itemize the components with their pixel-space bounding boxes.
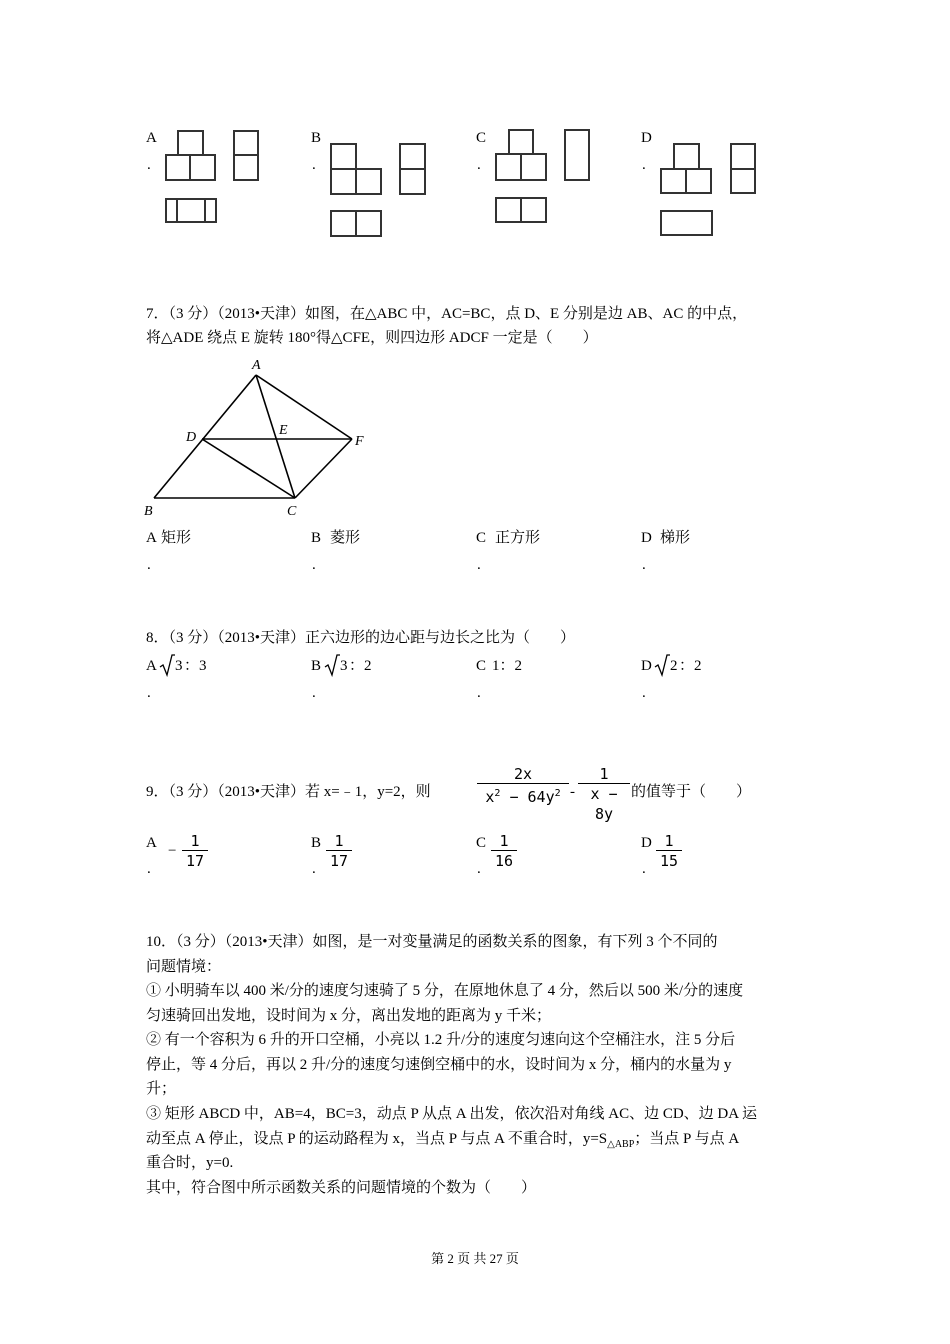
q7-option-d-letter: D bbox=[641, 530, 652, 546]
q10-line-10: 重合时，y=0. bbox=[146, 1155, 234, 1171]
q10-line-5: ② 有一个容积为 6 升的开口空桶，小亮以 1.2 升/分的速度匀速向这个空桶注水，注 5 分后 bbox=[146, 1032, 736, 1048]
q7-option-d-dot: . bbox=[642, 557, 646, 573]
q9-option-d-letter: D bbox=[641, 835, 652, 851]
q6-option-d-dot: . bbox=[642, 157, 646, 173]
q9-option-c-num: 1 bbox=[499, 832, 509, 850]
q8-option-d-dot: . bbox=[642, 685, 646, 701]
q7-text-line1: 7．（3 分）（2013•天津）如图，在△ABC 中，AC=BC，点 D、E 分别是边 AB、AC 的中点， bbox=[146, 306, 748, 322]
q9-option-b-dot: . bbox=[312, 861, 316, 877]
q7-option-b-dot: . bbox=[312, 557, 316, 573]
q8-option-b-radicand: 3 bbox=[340, 658, 348, 674]
q9-option-b-letter: B bbox=[311, 835, 322, 851]
segment-dc bbox=[202, 439, 295, 498]
q8-option-c-letter: C bbox=[476, 658, 487, 674]
q6-option-d-letter: D bbox=[641, 130, 652, 146]
q9-option-d-dot: . bbox=[642, 861, 646, 877]
page-footer: 第 2 页 共 27 页 bbox=[431, 1251, 519, 1266]
q9-option-a-num: 1 bbox=[190, 832, 200, 850]
q9-fraction-2-denominator: x − 8y bbox=[590, 785, 618, 823]
q9-fraction-2 bbox=[578, 765, 630, 824]
q10-line-7: 升； bbox=[146, 1081, 177, 1097]
q9-option-b-fraction bbox=[326, 832, 352, 871]
q9-option-b-num: 1 bbox=[334, 832, 344, 850]
q9-fraction-1-denominator: $x^2 - 64y^2$ bbox=[485, 788, 561, 806]
segment-af bbox=[256, 375, 352, 439]
q8-option-b-letter: B bbox=[311, 658, 322, 674]
q10-line-4: 匀速骑回出发地，设时间为 x 分，离出发地的距离为 y 千米； bbox=[146, 1008, 552, 1024]
q10-line-8: ③ 矩形 ABCD 中，AB=4，BC=3，动点 P 从点 A 出发，依次沿对角线 AC、边 CD、边 DA 运 bbox=[146, 1106, 757, 1122]
q7-option-a-text: 矩形 bbox=[161, 530, 192, 546]
segment-ac bbox=[256, 375, 295, 498]
label-c: C bbox=[287, 504, 297, 519]
q8-text-line1: 8．（3 分）（2013•天津）正六边形的边心距与边长之比为（ ） bbox=[146, 630, 576, 646]
q9-text-prefix: 9．（3 分）（2013•天津）若 x=﹣1，y=2，则 bbox=[146, 784, 431, 800]
q10-subscript: △ABP bbox=[607, 1139, 635, 1150]
q8-option-c-dot: . bbox=[477, 685, 481, 701]
q9-option-c-letter: C bbox=[476, 835, 487, 851]
q8-option-a-rest: ：3 bbox=[184, 658, 207, 674]
q10-line-11: 其中，符合图中所示函数关系的问题情境的个数为（ ） bbox=[146, 1180, 537, 1196]
q10-line-9: 动至点 A 停止，设点 P 的运动路程为 x，当点 P 与点 A 不重合时，$y=S_{\triangle ABP}$；当点 P 与点 A bbox=[146, 1131, 740, 1150]
q7-option-c-text: 正方形 bbox=[495, 530, 541, 546]
q10-line-2: 问题情境： bbox=[146, 959, 222, 975]
q9-fraction-1 bbox=[477, 765, 569, 807]
q7-option-a-letter: A bbox=[146, 530, 157, 546]
q9-minus: - bbox=[570, 784, 575, 800]
q9-option-b-den: 17 bbox=[329, 852, 349, 870]
q9-option-c-den: 16 bbox=[494, 852, 514, 870]
q6-option-a-letter: A bbox=[146, 130, 157, 146]
q10-line-6: 停止，等 4 分后，再以 2 升/分的速度匀速倒空桶中的水，设时间为 x 分，桶内的水量为 y bbox=[146, 1057, 732, 1073]
label-d: D bbox=[186, 430, 197, 445]
q7-option-d-text: 梯形 bbox=[660, 530, 691, 546]
q7-option-b-text: 菱形 bbox=[330, 530, 361, 546]
q8-option-a-radicand: 3 bbox=[175, 658, 183, 674]
q9-option-d-fraction bbox=[656, 832, 682, 871]
q9-option-a-letter: A bbox=[146, 835, 157, 851]
q9-option-a-dot: . bbox=[147, 861, 151, 877]
q6-option-b-letter: B bbox=[311, 130, 322, 146]
q8-option-c-text: 1：2 bbox=[492, 658, 523, 674]
q7-text-line2: 将△ADE 绕点 E 旋转 180°得△CFE，则四边形 ADCF 一定是（ ） bbox=[146, 330, 598, 346]
q8-option-b-dot: . bbox=[312, 685, 316, 701]
q7-option-b-letter: B bbox=[311, 530, 322, 546]
q6-option-b-dot: . bbox=[312, 157, 316, 173]
segment-ab bbox=[154, 375, 256, 498]
q9-option-a-sign: − bbox=[168, 843, 177, 859]
q9-fraction-1-numerator: 2x bbox=[513, 765, 533, 783]
q6-option-a-dot: . bbox=[147, 157, 151, 173]
q7-option-c-dot: . bbox=[477, 557, 481, 573]
sqrt-icon bbox=[654, 653, 670, 677]
q8-option-d-letter: D bbox=[641, 658, 652, 674]
q8-option-a-dot: . bbox=[147, 685, 151, 701]
label-a: A bbox=[252, 358, 261, 373]
sqrt-icon bbox=[159, 653, 175, 677]
q10-line-1: 10．（3 分）（2013•天津）如图，是一对变量满足的函数关系的图象，有下列 3 个不同的 bbox=[146, 934, 718, 950]
q8-option-a-letter: A bbox=[146, 658, 157, 674]
q8-option-b-rest: ：2 bbox=[349, 658, 372, 674]
q10-line-3: ① 小明骑车以 400 米/分的速度匀速骑了 5 分，在原地休息了 4 分，然后以 500 米/分的速度 bbox=[146, 983, 744, 999]
q9-option-d-num: 1 bbox=[664, 832, 674, 850]
q6-option-c-dot: . bbox=[477, 157, 481, 173]
q9-text-suffix: 的值等于（ ） bbox=[631, 784, 752, 800]
sqrt-icon bbox=[324, 653, 340, 677]
q9-option-a-fraction bbox=[182, 832, 208, 871]
q9-option-d-den: 15 bbox=[659, 852, 679, 870]
label-e: E bbox=[279, 423, 288, 438]
q9-option-c-dot: . bbox=[477, 861, 481, 877]
q7-option-a-dot: . bbox=[147, 557, 151, 573]
label-f: F bbox=[355, 434, 364, 449]
q8-option-d-radicand: 2 bbox=[670, 658, 678, 674]
q9-option-c-fraction bbox=[491, 832, 517, 871]
segment-cf bbox=[295, 439, 352, 498]
q7-figure bbox=[140, 355, 380, 525]
q6-option-c-letter: C bbox=[476, 130, 487, 146]
q8-option-d-rest: ：2 bbox=[679, 658, 702, 674]
q7-option-c-letter: C bbox=[476, 530, 487, 546]
label-b: B bbox=[144, 504, 153, 519]
q9-fraction-2-numerator: 1 bbox=[599, 765, 609, 783]
q9-option-a-den: 17 bbox=[185, 852, 205, 870]
